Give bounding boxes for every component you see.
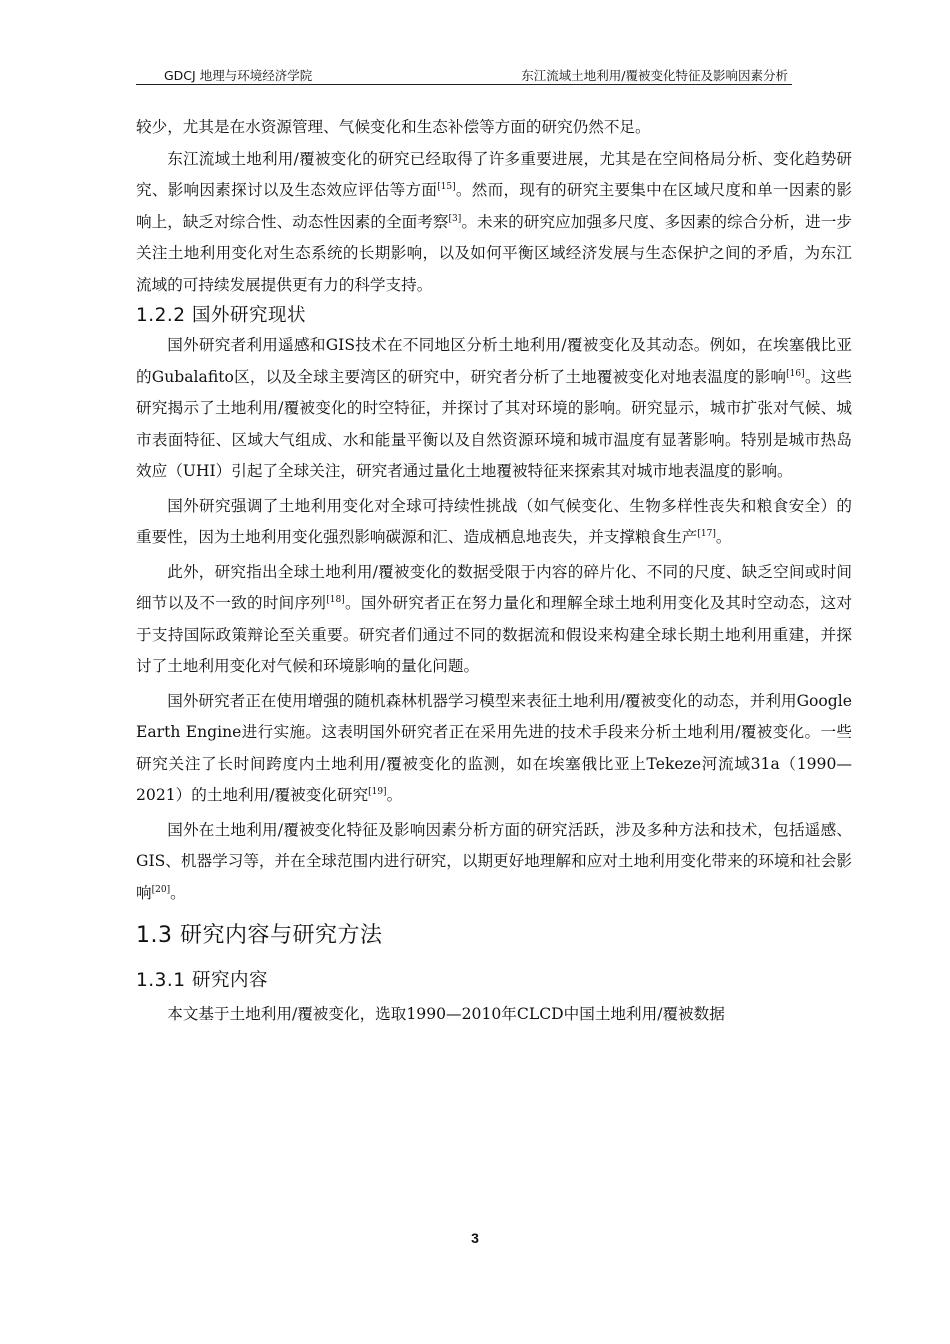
paragraph-continued: 较少，尤其是在水资源管理、气候变化和生态补偿等方面的研究仍然不足。 — [136, 118, 651, 136]
paragraph-research-content: 本文基于土地利用/覆被变化，选取1990—2010年CLCD中国土地利用/覆被数据 — [167, 1005, 725, 1023]
citation-ref: [18] — [326, 594, 345, 605]
citation-ref: [3] — [448, 213, 462, 224]
paragraph-foreign-summary — [136, 815, 852, 910]
section-heading-1-3: 1.3 研究内容与研究方法 — [136, 923, 383, 948]
running-header — [136, 64, 792, 85]
text-segment: 。 — [386, 786, 403, 804]
section-heading-1-3-1: 1.3.1 研究内容 — [136, 970, 268, 991]
text-segment: 。国外研究者正在努力量化和理解全球土地利用变化及其时空动态，这对于支持国际政策辩论至关重要。研究者们通过不同的数据流和假设来构建全球长期土地利用重建，并探讨了土地利用变化对气候和环境影响的量化问题。 — [136, 594, 852, 675]
paragraph-domestic-summary — [136, 144, 852, 302]
paragraph-sustainability — [136, 491, 852, 554]
paragraph-machine-learning — [136, 686, 852, 812]
header-title: 东江流域土地利用/覆被变化特征及影响因素分析 — [521, 68, 788, 83]
citation-ref: [15] — [437, 181, 456, 192]
body-text — [136, 112, 852, 1031]
text-segment: 此外，研究指出全球土地利用/覆被变化的数据受限于内容的碎片化、不同的尺度、缺乏空间或时间细节以及不一致的时间序列 — [136, 562, 852, 612]
section-heading-1-2-2: 1.2.2 国外研究现状 — [136, 305, 306, 326]
paragraph-remote-sensing — [136, 330, 852, 488]
citation-ref: [19] — [368, 786, 387, 797]
page-number: 3 — [471, 1230, 479, 1246]
text-segment: 国外研究者利用遥感和GIS技术在不同地区分析土地利用/覆被变化及其动态。例如，在埃塞俄比亚的Gubalafito区，以及全球主要湾区的研究中，研究者分析了土地覆被变化对地表温度的影响 — [136, 336, 852, 386]
header-school: GDCJ 地理与环境经济学院 — [164, 68, 313, 83]
text-segment: 。然而，现有的研究主要集中在区域尺度和单一因素的影响上，缺乏对综合性、动态性因素的全面考察 — [136, 181, 852, 231]
paragraph-global-data — [136, 557, 852, 683]
citation-ref: [17] — [697, 528, 716, 539]
text-segment: 国外研究强调了土地利用变化对全球可持续性挑战（如气候变化、生物多样性丧失和粮食安全）的重要性，因为土地利用变化强烈影响碳源和汇、造成栖息地丧失，并支撑粮食生产 — [136, 496, 852, 546]
text-segment: 国外在土地利用/覆被变化特征及影响因素分析方面的研究活跃，涉及多种方法和技术，包括遥感、GIS、机器学习等，并在全球范围内进行研究，以期更好地理解和应对土地利用变化带来的环境和社会影响 — [136, 820, 852, 902]
text-segment: 。未来的研究应加强多尺度、多因素的综合分析，进一步关注土地利用变化对生态系统的长期影响，以及如何平衡区域经济发展与生态保护之间的矛盾，为东江流域的可持续发展提供更有力的科学支持。 — [136, 212, 852, 294]
citation-ref: [16] — [786, 368, 805, 379]
text-segment: 东江流域土地利用/覆被变化的研究已经取得了许多重要进展，尤其是在空间格局分析、变化趋势研究、影响因素探讨以及生态效应评估等方面 — [136, 149, 852, 199]
citation-ref: [20] — [151, 884, 171, 895]
text-segment: 。 — [170, 883, 186, 902]
text-segment: 国外研究者正在使用增强的随机森林机器学习模型来表征土地利用/覆被变化的动态，并利用Google Earth Engine进行实施。这表明国外研究者正在采用先进的技术手段来分析土地利用/覆被变化。一些研究关注了长时间跨度内土地利用/覆被变化的监测，如在埃塞俄比亚上Tekeze河流域31a（1990—2021）的土地利用/覆被变化研究 — [136, 691, 852, 804]
text-segment: 。这些研究揭示了土地利用/覆被变化的时空特征，并探讨了其对环境的影响。研究显示，城市扩张对气候、城市表面特征、区域大气组成、水和能量平衡以及自然资源环境和城市温度有显著影响。特别是城市热岛效应（UHI）引起了全球关注，研究者通过量化土地覆被特征来探索其对城市地表温度的影响。 — [136, 367, 852, 480]
text-segment: 。 — [715, 528, 732, 546]
